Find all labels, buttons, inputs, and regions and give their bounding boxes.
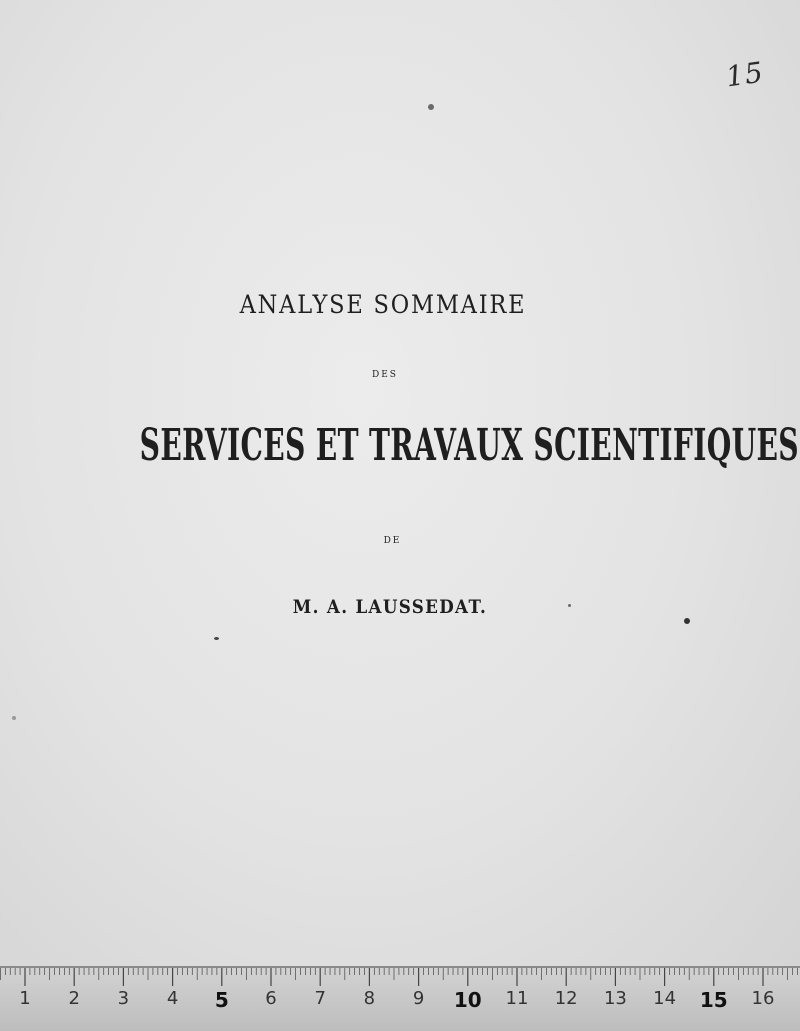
connector-de: DE: [383, 536, 402, 546]
ruler-number: 3: [117, 988, 130, 1009]
ruler-number: 7: [314, 988, 326, 1009]
paper-speck: [214, 637, 219, 640]
measuring-ruler: [0, 966, 800, 1031]
ruler-number: 4: [166, 988, 179, 1009]
ruler-number: 1: [19, 988, 31, 1009]
ruler-number: 15: [699, 988, 728, 1012]
ruler-number: 5: [214, 988, 229, 1012]
ruler-number: 10: [453, 988, 482, 1012]
ruler-number: 6: [265, 988, 277, 1009]
title-line-2: SERVICES ET TRAVAUX SCIENTIFIQUES: [139, 420, 799, 471]
handwritten-page-number: 15: [723, 55, 766, 94]
ruler-number: 12: [554, 988, 578, 1009]
ruler-number: 2: [68, 988, 80, 1009]
ruler-number: 11: [505, 988, 529, 1009]
ruler-number: 9: [412, 988, 425, 1009]
author-name: M. A. LAUSSEDAT.: [292, 596, 488, 618]
ruler-number: 8: [363, 988, 376, 1009]
paper-speck: [684, 618, 690, 624]
connector-des: DES: [372, 370, 398, 380]
ruler-number: 13: [603, 988, 627, 1009]
title-line-1: ANALYSE SOMMAIRE: [239, 290, 527, 319]
paper-speck: [428, 104, 434, 110]
paper-speck: [12, 716, 16, 720]
ruler-number: 14: [653, 988, 677, 1009]
ruler-number: 16: [751, 988, 775, 1009]
